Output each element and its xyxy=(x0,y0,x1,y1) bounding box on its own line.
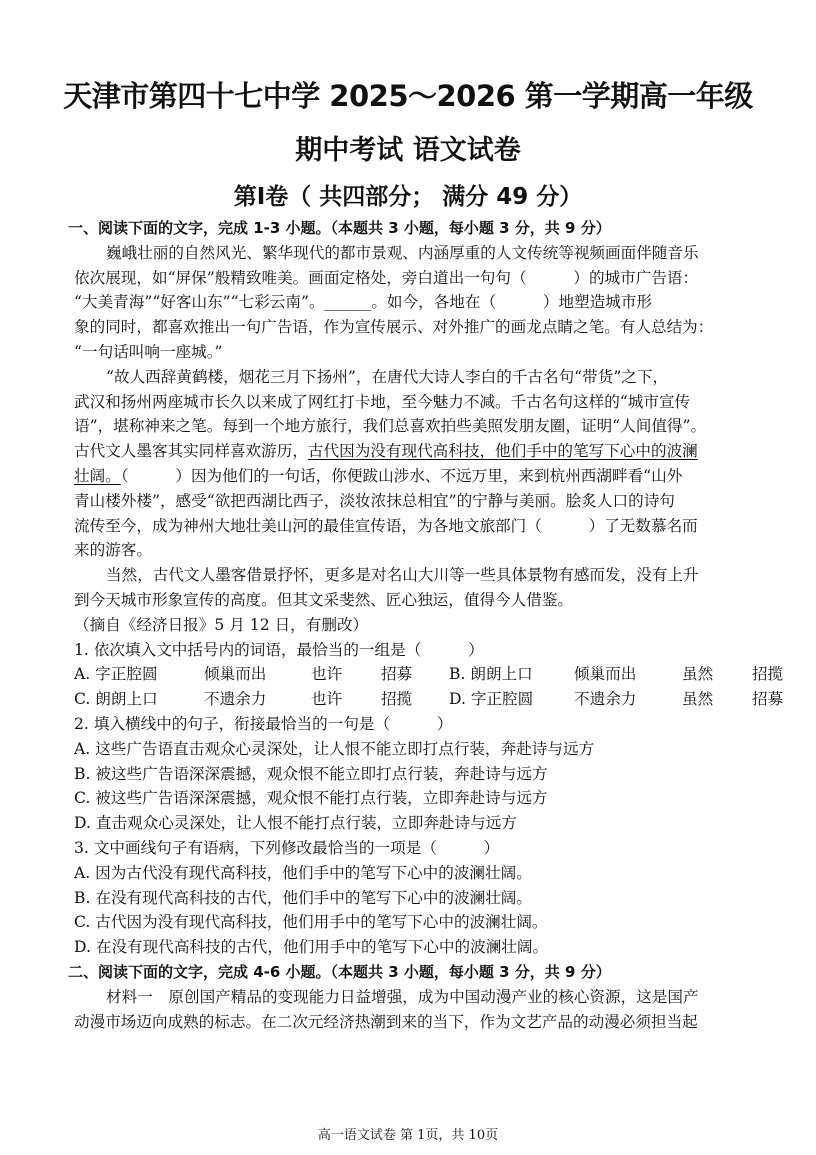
option-cell: 虽然 xyxy=(682,665,714,684)
option-cell: C. 朗朗上口 xyxy=(74,690,158,709)
paragraph-line: “故人西辞黄鹤楼，烟花三月下扬州”，在唐代大诗人李白的千古名句“带货”之下， xyxy=(106,367,669,386)
q2-option-a: A. 这些广告语直击观众心灵深处，让人恨不能立即打点行装，奔赴诗与远方 xyxy=(74,739,595,758)
underlined-sentence: 古代因为没有现代高科技，他们手中的笔写下心中的波澜 xyxy=(307,442,698,461)
option-cell: B. 朗朗上口 xyxy=(449,665,533,684)
paragraph-line: “大美青海”“好客山东”“七彩云南”。______。如今，各地在（ ）地塑造城市形 xyxy=(74,293,653,312)
paragraph-line: 依次展现，如“屏保”般精致唯美。画面定格处，旁白道出一句句（ ）的城市广告语： xyxy=(74,268,699,287)
option-cell: 倾巢而出 xyxy=(574,665,637,684)
option-cell: 不遗余力 xyxy=(204,690,267,709)
exam-content xyxy=(68,216,796,1034)
underlined-sentence-end: 壮阔。 xyxy=(74,466,121,485)
section1-heading: 一、阅读下面的文字，完成 1-3 小题。（本题共 3 小题，每小题 3 分，共 9 分） xyxy=(68,219,611,237)
plain-text: （ ）因为他们的一句话，你便跋山涉水、不远万里，来到杭州西湖畔看“山外 xyxy=(120,466,683,485)
paragraph-line: 语”，堪称神来之笔。每到一个地方旅行，我们总喜欢拍些美照发朋友圈，证明“人间值得”。 xyxy=(74,417,707,436)
paragraph-line: 到今天城市形象宣传的高度。但其文采斐然、匠心独运，值得今人借鉴。 xyxy=(74,590,574,609)
paragraph-line: 动漫市场迈向成熟的标志。在二次元经济热潮到来的当下，作为文艺产品的动漫必须担当起 xyxy=(74,1012,698,1031)
paragraph-line: 青山楼外楼”，感受“欲把西湖比西子，淡妆浓抹总相宜”的宁静与美丽。脍炙人口的诗句 xyxy=(74,491,675,510)
q3-option-d: D. 在没有现代高科技的古代，他们用手中的笔写下心中的波澜壮阔。 xyxy=(74,938,549,957)
q2-option-d: D. 直击观众心灵深处，让人恨不能打点行装，立即奔赴诗与远方 xyxy=(74,814,517,833)
paragraph-line xyxy=(74,464,796,489)
option-cell: 招揽 xyxy=(752,665,784,684)
exam-title-line2: 期中考试 语文试卷 xyxy=(295,135,521,166)
option-cell: 招募 xyxy=(752,690,784,709)
paragraph-line: 来的游客。 xyxy=(74,541,152,560)
exam-title-line1: 天津市第四十七中学 2025～2026 第一学期高一年级 xyxy=(63,79,753,113)
paragraph-line: 象的同时，都喜欢推出一句广告语，作为宣传展示、对外推广的画龙点睛之笔。有人总结为： xyxy=(74,318,714,337)
option-cell: A. 字正腔圆 xyxy=(74,665,158,684)
question-1: 1. 依次填入文中括号内的词语，最恰当的一组是（ ） xyxy=(74,640,484,659)
q1-options-row xyxy=(74,662,796,687)
q2-option-b: B. 被这些广告语深深震撼，观众恨不能立即打点行装，奔赴诗与远方 xyxy=(74,764,548,783)
option-cell: 虽然 xyxy=(682,690,714,709)
section2-heading: 二、阅读下面的文字，完成 4-6 小题。（本题共 3 小题，每小题 3 分，共 9 分） xyxy=(68,962,611,981)
q3-option-b: B. 在没有现代高科技的古代，他们手中的笔写下心中的波澜壮阔。 xyxy=(74,888,532,907)
q3-option-c: C. 古代因为没有现代高科技，他们用手中的笔写下心中的波澜壮阔。 xyxy=(74,913,548,932)
paragraph-line: 材料一 原创国产精品的变现能力日益增强，成为中国动漫产业的核心资源，这是国产 xyxy=(106,987,699,1006)
paragraph-line: 巍峨壮丽的自然风光、繁华现代的都市景观、内涵厚重的人文传统等视频画面伴随音乐 xyxy=(106,243,699,262)
paragraph-line: 武汉和扬州两座城市长久以来成了网红打卡地，至今魅力不减。千古名句这样的“城市宣传 xyxy=(74,392,691,411)
q2-option-c: C. 被这些广告语深深震撼，观众恨不能打点行装，立即奔赴诗与远方 xyxy=(74,789,548,808)
q3-option-a: A. 因为古代没有现代高科技，他们手中的笔写下心中的波澜壮阔。 xyxy=(74,863,532,882)
page-footer: 高一语文试卷 第 1页，共 10页 xyxy=(317,1128,499,1143)
paragraph-line: 当然，古代文人墨客借景抒怀，更多是对名山大川等一些具体景物有感而发，没有上升 xyxy=(106,566,699,585)
option-cell: 也许 xyxy=(311,665,343,684)
option-cell: 不遗余力 xyxy=(574,690,637,709)
question-3: 3. 文中画线句子有语病，下列修改最恰当的一项是（ ） xyxy=(74,838,500,857)
paragraph-line: 流传至今，成为神州大地壮美山河的最佳宣传语，为各地文旅部门（ ）了无数慕名而 xyxy=(74,516,698,535)
paragraph-line xyxy=(74,439,796,464)
source-note: （摘自《经济日报》5 月 12 日，有删改） xyxy=(74,615,369,634)
option-cell: D. 字正腔圆 xyxy=(449,690,534,709)
option-cell: 倾巢而出 xyxy=(204,665,267,684)
question-2: 2. 填入横线中的句子，衔接最恰当的一句是（ ） xyxy=(74,714,453,733)
paragraph-line: “一句话叫响一座城。” xyxy=(74,342,223,361)
option-cell: 招募 xyxy=(381,665,413,684)
option-cell: 招揽 xyxy=(381,690,413,709)
part-title: 第Ⅰ卷（ 共四部分； 满分 49 分） xyxy=(233,184,583,210)
plain-text: 古代文人墨客其实同样喜欢游历， xyxy=(74,442,308,461)
q1-options-row xyxy=(74,687,796,712)
option-cell: 也许 xyxy=(311,690,343,709)
